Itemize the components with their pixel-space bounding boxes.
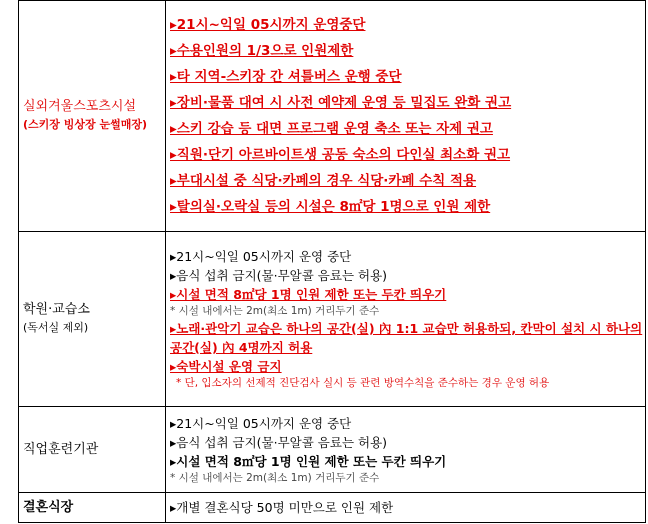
rule-note: * 시설 내에서는 2m(최소 1m) 거리두기 준수 <box>170 471 380 484</box>
category-title: 결혼식장 <box>23 499 74 515</box>
rules-cell <box>166 232 646 407</box>
rule-line: ▸숙박시설 운영 금지 <box>170 359 282 374</box>
category-title: 직업훈련기관 <box>23 441 99 457</box>
table-row <box>19 232 646 407</box>
rules-cell <box>166 407 646 493</box>
category-subtitle: (독서실 제외) <box>23 321 89 334</box>
category-cell <box>19 407 166 493</box>
category-title: 실외겨울스포츠시설 <box>23 99 137 114</box>
rule-line: ▸음식 섭취 금지(물·무알콜 음료는 허용) <box>170 268 388 283</box>
rule-line: ▸시설 면적 8㎡당 1명 인원 제한 또는 두칸 띄우기 <box>170 287 447 302</box>
table-row <box>19 1 646 232</box>
rules-cell <box>166 493 646 523</box>
rule-line: ▸타 지역-스키장 간 셔틀버스 운행 중단 <box>170 69 402 85</box>
rules-cell <box>166 1 646 232</box>
rule-line: ▸시설 면적 8㎡당 1명 인원 제한 또는 두칸 띄우기 <box>170 453 447 469</box>
rule-line: ▸21시~익일 05시까지 운영중단 <box>170 17 366 33</box>
table-row <box>19 407 646 493</box>
rule-line: ▸직원·단기 아르바이트생 공동 숙소의 다인실 최소화 권고 <box>170 147 511 163</box>
category-title: 학원·교습소 <box>23 302 90 317</box>
rule-line: ▸21시~익일 05시까지 운영 중단 <box>170 415 352 431</box>
category-subtitle: (스키장 빙상장 눈썰매장) <box>23 118 147 131</box>
rule-line: ▸스키 강습 등 대면 프로그램 운영 축소 또는 자제 권고 <box>170 121 493 137</box>
rule-line: ▸부대시설 중 식당·카페의 경우 식당·카페 수칙 적용 <box>170 173 477 189</box>
rule-line: ▸개별 결혼식당 50명 미만으로 인원 제한 <box>170 500 394 515</box>
rule-line: ▸노래·관악기 교습은 하나의 공간(실) 內 1:1 교습만 허용하되, 칸막이 설치 시 하나의 공간(실) 內 4명까지 허용 <box>170 321 643 355</box>
rule-note: * 단, 입소자의 선제적 진단검사 실시 등 관련 방역수칙을 준수하는 경우 운영 허용 <box>176 377 550 389</box>
guideline-table <box>18 0 646 523</box>
rule-line: ▸음식 섭취 금지(물·무알콜 음료는 허용) <box>170 434 388 450</box>
rule-note: * 시설 내에서는 2m(최소 1m) 거리두기 준수 <box>170 305 380 317</box>
rule-line: ▸수용인원의 1/3으로 인원제한 <box>170 43 354 59</box>
category-cell <box>19 1 166 232</box>
rule-line: ▸21시~익일 05시까지 운영 중단 <box>170 249 352 264</box>
category-cell <box>19 493 166 523</box>
table-row <box>19 493 646 523</box>
rule-line: ▸탈의실·오락실 등의 시설은 8㎡당 1명으로 인원 제한 <box>170 199 491 215</box>
category-cell <box>19 232 166 407</box>
rule-line: ▸장비·물품 대여 시 사전 예약제 운영 등 밀집도 완화 권고 <box>170 95 512 111</box>
